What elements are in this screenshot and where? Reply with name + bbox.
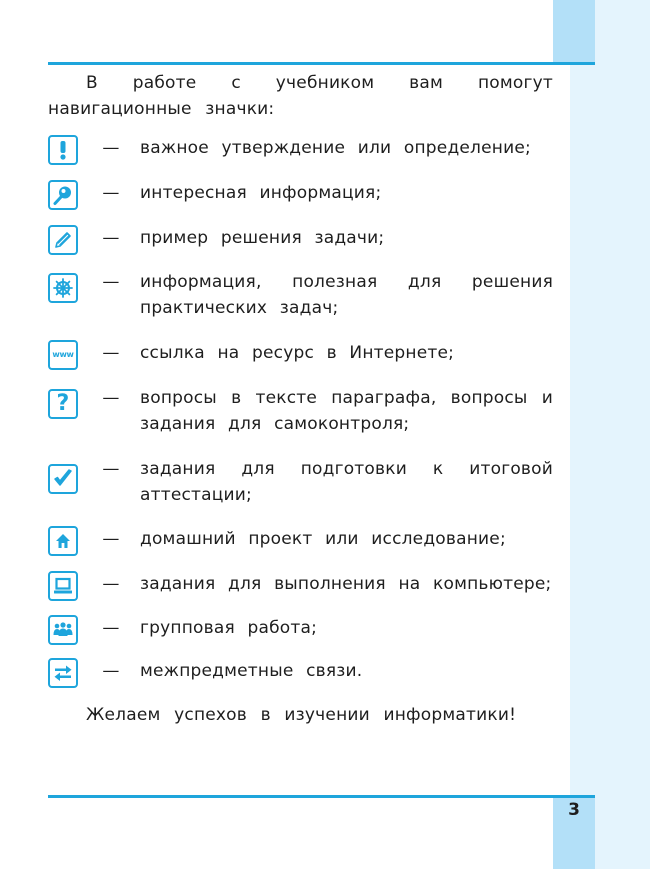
margin-band-light <box>570 0 650 869</box>
page-number: 3 <box>568 800 580 820</box>
dash: — <box>102 272 120 292</box>
dash: — <box>102 661 120 681</box>
dash: — <box>102 459 120 479</box>
legend-item-interdisciplinary <box>48 658 553 688</box>
question-icon: ? <box>48 389 78 419</box>
legend-item-example <box>48 225 553 255</box>
dash: — <box>102 138 120 158</box>
arrows-exchange-icon <box>48 658 78 688</box>
closing-sentence: Желаем успехов в изучении информатики! <box>86 705 517 725</box>
dash: — <box>102 618 120 638</box>
dash: — <box>102 529 120 549</box>
magnifier-icon <box>48 180 78 210</box>
legend-text: задания для выполнения на компьютере; <box>140 574 552 594</box>
footer-rule <box>48 795 595 798</box>
legend-text: домашний проект или исследование; <box>140 529 506 549</box>
legend-text: ссылка на ресурс в Интернете; <box>140 343 455 363</box>
checkmark-icon <box>48 464 78 494</box>
dash: — <box>102 183 120 203</box>
legend-item-home-project <box>48 526 553 556</box>
legend-item-computer <box>48 571 553 601</box>
legend-text: вопросы в тексте параграфа, вопросы и задания для самоконтроля; <box>140 388 553 434</box>
pencil-icon <box>48 225 78 255</box>
intro-paragraph: В работе с учебником вам помогут навигационные значки: <box>48 73 553 119</box>
legend-item-practical <box>48 269 553 321</box>
legend-text: групповая работа; <box>140 618 318 638</box>
legend-item-group-work <box>48 615 553 645</box>
legend-item-attestation <box>48 456 553 508</box>
dash: — <box>102 388 120 408</box>
legend-item-important <box>48 135 553 165</box>
dash: — <box>102 343 120 363</box>
home-icon <box>48 526 78 556</box>
legend-text: интересная информация; <box>140 183 382 203</box>
legend-text: задания для подготовки к итоговой аттестации; <box>140 459 553 505</box>
margin-band-top <box>553 0 595 63</box>
legend-item-interesting <box>48 180 553 210</box>
legend-item-internet <box>48 340 553 370</box>
legend-text: пример решения задачи; <box>140 228 385 248</box>
computer-icon <box>48 571 78 601</box>
page-content <box>48 70 553 725</box>
legend-text: межпредметные связи. <box>140 661 363 681</box>
group-icon <box>48 615 78 645</box>
dash: — <box>102 574 120 594</box>
dash: — <box>102 228 120 248</box>
legend-text: информация, полезная для решения практических задач; <box>140 272 553 318</box>
exclamation-icon <box>48 135 78 165</box>
www-icon: www <box>48 340 78 370</box>
header-rule <box>48 62 595 65</box>
legend-item-questions <box>48 385 553 437</box>
legend-text: важное утверждение или определение; <box>140 138 531 158</box>
ship-wheel-icon <box>48 273 78 303</box>
